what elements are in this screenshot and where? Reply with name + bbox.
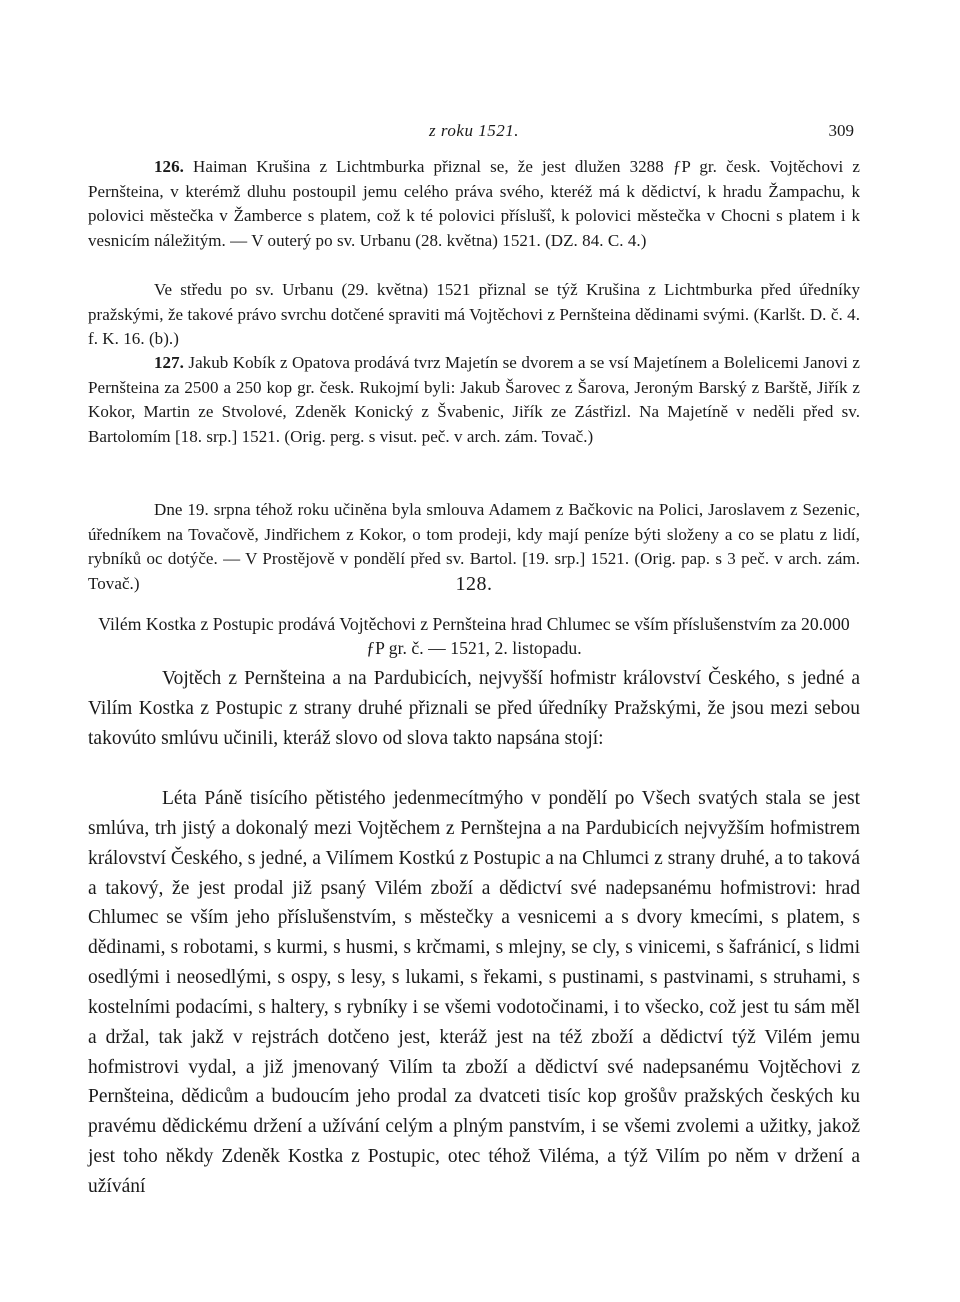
page-number: 309 — [828, 121, 854, 140]
document-paragraph-1: Vojtěch z Pernšteina a na Pardubicích, nejvyšší hofmistr království Českého, s jedné a Vilím Kostka z Postupic z strany druhé přiznali se před úředníky Pražskými, že jsou mezi sebou takovúto smlúvu učinili, kteráž slovo od slova takto napsána stojí: — [88, 668, 860, 749]
entry-number: 127. — [154, 353, 184, 372]
running-header — [88, 121, 860, 145]
entry-126 — [88, 155, 860, 253]
entry-126-addendum — [88, 278, 860, 352]
document-regest: Vilém Kostka z Postupic prodává Vojtěchovi z Pernšteina hrad Chlumec se vším příslušenstvím za 20.000 ƒP gr. č. — 1521, 2. listopadu. — [98, 614, 850, 658]
entry-text: Dne 19. srpna téhož roku učiněna byla smlouva Adamem z Bačkovic na Polici, Jaroslavem z Sezenic, úředníkem na Tovačově, Jindřichem z Kokor, o tom prodeji, kdy mají peníze býti složeny a co se platu z lidí, rybníků oc dotýče. — V Prostějově v pondělí před sv. Bartol. [19. srp.] 1521. (Orig. pap. s 3 peč. v arch. zám. Tovač.) — [88, 500, 860, 593]
document-paragraph-2: Léta Páně tisícího pětistého jedenmecítmýho v pondělí po Všech svatých stala se jest smlúva, trh jistý a dokonalý mezi Vojtěchem z Pernštejna a na Pardubicích nejvyžším hofmistrem království Českého, s jedné, a Vilímem Kostkú z Postupic a na Chlumci z strany druhé, a to taková a takový, že jest prodal již psaný Vilém zboží a dědictví své nadepsanému hofmistrovi: hrad Chlumec se vším jeho příslušenstvím, s městečky a vesnicemi a s dvory kmecími, s platem, s dědinami, s robotami, s kurmi, s husmi, s krčmami, s mlejny, se cly, s vinicemi, s šafránicí, s lidmi osedlými i neosedlými, s ospy, s lesy, s lukami, s řekami, s pustinami, s pastvinami, s struhami, s kostelními podacími, s haltery, s rybníky i se všemi vodotočinami, i to všecko, což jest tu sám měl a držal, tak jakž v rejstrách dotčeno jest, kteráž jest na též zboží a dědictví týž Vilém jemu hofmistrovi vydal, a již jmenovaný Vilím ta zboží a dědictví své nadepsanému Vojtěchovi z Pernšteina, dědicům a budoucím jeho prodal za dvatceti tisíc kop grošův pražských českých ku pravému dědickému držení a užívání celým a plným panstvím, i se všemi zvolemi a užitky, jakož jest toho někdy Zdeněk Kostka z Postupic, otec téhož Viléma, a týž Vilím po něm v držení a užívání — [88, 788, 860, 1197]
entry-text: Haiman Krušina z Lichtmburka přiznal se, že jest dlužen 3288 ƒP gr. česk. Vojtěchovi z Pernšteina, v kterémž dluhu postoupil jemu celého práva svého, kteréž má k dědictví, k hradu Žampachu, k polovici městečka v Žamberce s platem, což k té polovici příslušΐ, k polovici městečka v Chocni s platem i k vesnicím náležitým. — V outerý po sv. Urbanu (28. května) 1521. (DZ. 84. C. 4.) — [88, 157, 860, 250]
entry-text: Ve středu po sv. Urbanu (29. května) 1521 přiznal se týž Krušina z Lichtmburka před úředníky pražskými, že takové právo svrchu dotčené spraviti má Vojtěchovi z Pernšteina dědinami svými. (Karlšt. D. č. 4. f. K. 16. (b).) — [88, 280, 860, 348]
entry-text: Jakub Kobík z Opatova prodává tvrz Majetín se dvorem a se vsí Majetínem a Bolelicemi Janovi z Pernšteina za 2500 a 250 kop gr. česk. Rukojmí byli: Jakub Šarovec z Šarova, Jeroným Barský z Barště, Jiřík z Kokor, Martin ze Stvolové, Zdeněk Konický z Švabenic, Jiřík ze Zástřizl. Na Majetíně v neděli před sv. Bartolomím [18. srp.] 1521. (Orig. perg. s visut. peč. v arch. zám. Tovač.) — [88, 353, 860, 446]
entry-number: 126. — [154, 157, 184, 176]
entry-127 — [88, 351, 860, 449]
document-number: 128. — [455, 573, 493, 595]
running-title: z roku 1521. — [429, 121, 519, 140]
